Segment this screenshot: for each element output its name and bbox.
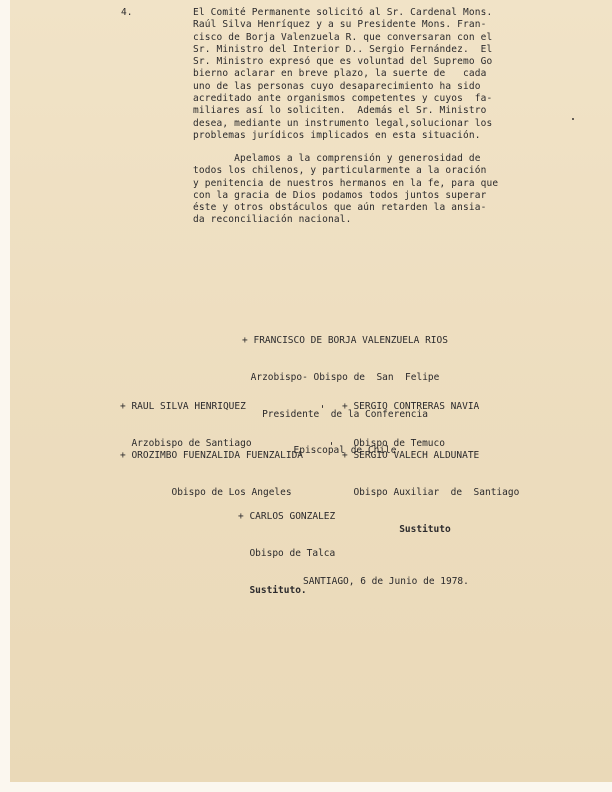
paragraph-line: todos los chilenos, y particularmente a la oración bbox=[193, 165, 487, 177]
paragraph-line: desea, mediante un instrumento legal,solucionar los bbox=[193, 117, 493, 129]
document-date: SANTIAGO, 6 de Junio de 1978. bbox=[303, 576, 469, 587]
paragraph-2 bbox=[193, 153, 538, 227]
signatory-role: Sustituto. bbox=[238, 584, 307, 596]
paragraph-line: da reconciliación nacional. bbox=[193, 214, 352, 226]
signatory-name: + FRANCISCO DE BORJA VALENZUELA RIOS bbox=[242, 335, 448, 347]
signatory-title: Presidente de la Conferencia bbox=[262, 408, 428, 420]
paragraph-line: El Comité Permanente solicitó al Sr. Cardenal Mons. bbox=[193, 7, 493, 18]
signature-block-carlos-gonzalez bbox=[238, 487, 335, 621]
paragraph-line: miliares así lo soliciten. Además el Sr. Ministro bbox=[193, 105, 487, 117]
paragraph-line: Raúl Silva Henríquez y a su Presidente Mons. Fran- bbox=[193, 19, 487, 31]
signatory-title: Arzobispo- Obispo de San Felipe bbox=[250, 372, 440, 384]
scan-speck bbox=[322, 405, 323, 408]
paragraph-line: y penitencia de nuestros hermanos en la fe, para que bbox=[193, 177, 499, 189]
signatory-name: + SERGIO VALECH ALDUNATE bbox=[342, 450, 480, 462]
signatory-title: Episcopal de Chile bbox=[293, 445, 397, 457]
paragraph-line: Sr. Ministro del Interior D.. Sergio Fernández. El bbox=[193, 43, 493, 55]
paragraph-line: Apelamos a la comprensión y generosidad de bbox=[193, 153, 481, 164]
paragraph-line: Sr. Ministro expresó que es voluntad del Supremo Go bbox=[193, 56, 493, 68]
paragraph-line: uno de las personas cuyo desaparecimiento ha sido bbox=[193, 80, 481, 92]
signatory-name: + RAUL SILVA HENRIQUEZ bbox=[120, 401, 246, 413]
signatory-title: Obispo de Talca bbox=[238, 548, 336, 560]
signatory-title: Obispo Auxiliar de Santiago bbox=[342, 487, 520, 499]
paragraph-line: cisco de Borja Valenzuela R. que conversaran con el bbox=[193, 31, 493, 43]
signature-block-sergio-valech bbox=[342, 426, 519, 560]
signatory-title: Obispo de Temuco bbox=[342, 438, 445, 450]
signatory-title: Arzobispo de Santiago bbox=[120, 438, 252, 450]
paragraph-line: acreditado ante organismos competentes y cuyos fa- bbox=[193, 93, 493, 105]
signatory-title: Obispo de Los Angeles bbox=[120, 487, 292, 499]
signatory-role: Sustituto bbox=[342, 523, 451, 535]
scan-speck bbox=[331, 442, 332, 445]
signatory-name: + SERGIO CONTRERAS NAVIA bbox=[342, 401, 480, 413]
paragraph-1 bbox=[193, 7, 538, 142]
paragraph-number: 4. bbox=[121, 7, 133, 18]
paragraph-line: bierno aclarar en breve plazo, la suerte de cada bbox=[193, 68, 487, 80]
signatory-name: + CARLOS GONZALEZ bbox=[238, 511, 336, 523]
paragraph-line: problemas jurídicos implicados en esta situación. bbox=[193, 129, 481, 141]
scan-edge-bottom bbox=[0, 782, 612, 792]
signatory-name: + OROZIMBO FUENZALIDA FUENZALIDA bbox=[120, 450, 304, 462]
paragraph-line: con la gracia de Dios podamos todos juntos superar bbox=[193, 189, 487, 201]
paragraph-line: éste y otros obstáculos que aún retarden la ansia- bbox=[193, 202, 487, 214]
scan-speck bbox=[572, 118, 574, 120]
scan-edge-left bbox=[0, 0, 10, 792]
